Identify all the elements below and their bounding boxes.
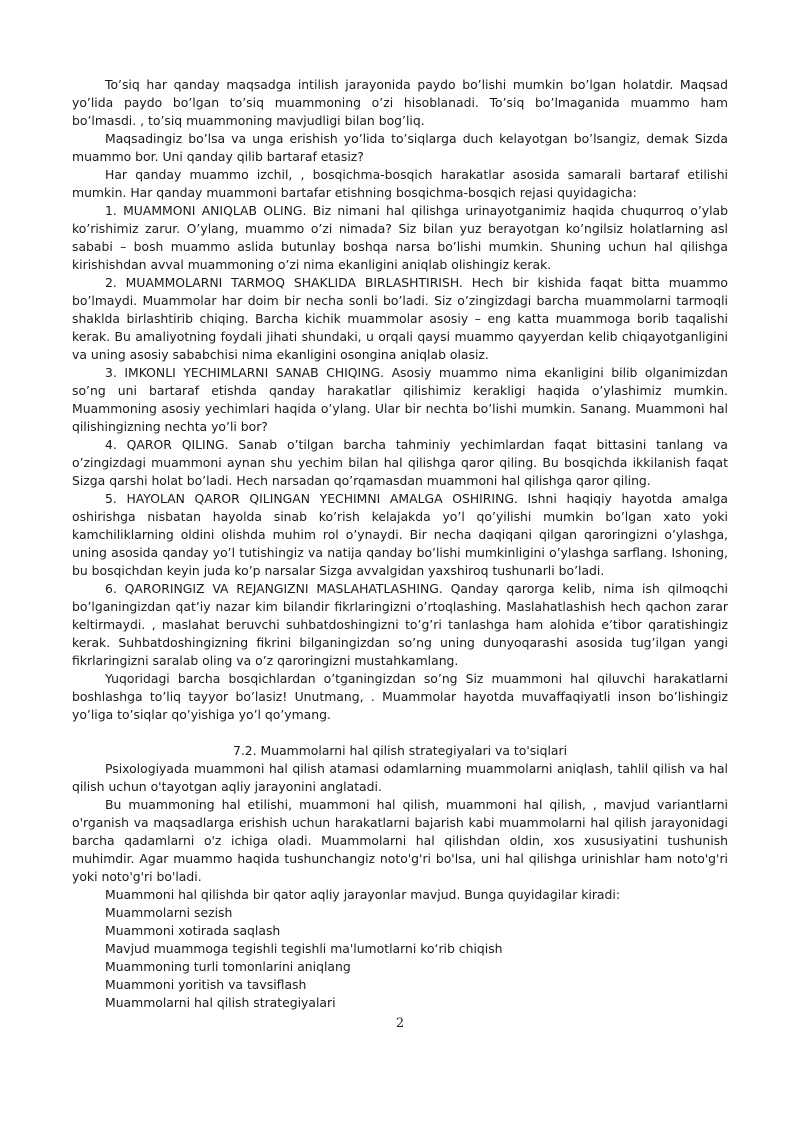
list-item: Muammoni yoritish va tavsiflash: [105, 977, 307, 992]
paragraph-process: Bu muammoning hal etilishi, muammoni hal qilish, muammoni hal qilish, , mavjud variantlarni o'rganish va maqsadlarga erishish uchun harakatlarni bajarish kabi muammolarni hal qilish jarayonidagi barcha qadamlarni o'z ichiga oladi. Muammolarni hal qilishdan oldin, xos xususiyatini tushunish muhimdir. Agar muammo haqida tushunchangiz noto'g'ri bo'lsa, uni hal qilishga urinishlar ham noto'g'ri yoki noto'g'ri bo'ladi.: [72, 797, 728, 884]
paragraph-intro-obstacle: To’siq har qanday maqsadga intilish jarayonida paydo bo’lishi mumkin bo’lgan holatdir. Maqsad yo’lida paydo bo’lgan to’siq muammoning o’zi hisoblanadi. To’siq bo’lmaganida muammo ham bo’lmasdi. , to’siq muammoning mavjudligi bilan bog’liq.: [72, 77, 728, 128]
paragraph-mental-processes: Muammoni hal qilishda bir qator aqliy jarayonlar mavjud. Bunga quyidagilar kiradi:: [105, 887, 621, 902]
body-text: [72, 76, 728, 1012]
list-item: Mavjud muammoga tegishli tegishli ma'lumotlarni ko‘rib chiqish: [105, 941, 503, 956]
list-item: Muammoni xotirada saqlash: [105, 923, 281, 938]
paragraph-step-3: 3. IMKONLI YECHIMLARNI SANAB CHIQING. Asosiy muammo nima ekanligini bilib olganimizdan so’ng uni bartaraf etishda qanday harakatlar qilishimiz kerakligi haqida o’ylashimiz mumkin. Muammoning asosiy yechimlari haqida o’ylang. Ular bir nechta bo’lishi mumkin. Sanang. Muammoni hal qilishingizning nechta yo’li bor?: [72, 365, 728, 434]
section-heading: 7.2. Muammolarni hal qilish strategiyalari va to'siqlari: [232, 743, 568, 758]
paragraph-definition: Psixologiyada muammoni hal qilish atamasi odamlarning muammolarni aniqlash, tahlil qilish va hal qilish uchun o'tayotgan aqliy jarayonini anglatadi.: [72, 761, 728, 794]
paragraph-step-1: 1. MUAMMONI ANIQLAB OLING. Biz nimani hal qilishga urinayotganimiz haqida chuqurroq o’ylab ko’rishimiz zarur. O’ylang, muammo o’zi nimada? Siz bilan yuz berayotgan ko’ngilsiz holatlarning asl sababi – bosh muammo aslida butunlay boshqa narsa bo’lishi mumkin. Shuning uchun hal qilishga kirishishdan avval muammoning o’zi nima ekanligini aniqlab olishingiz kerak.: [72, 203, 728, 272]
page-number: 2: [395, 1016, 405, 1031]
paragraph-step-4: 4. QAROR QILING. Sanab o’tilgan barcha tahminiy yechimlardan faqat bittasini tanlang va o’zingizdagi muammoni aynan shu yechim bilan hal qilishga qaror qiling. Bu bosqichda ikkilanish faqat Sizga qarshi holat bo’ladi. Hech narsadan qo’rqamasdan muammoni hal qilishga qaror qiling.: [72, 437, 728, 488]
paragraph-goal-question: Maqsadingiz bo’lsa va unga erishish yo’lida to’siqlarga duch kelayotgan bo’lsangiz, demak Sizda muammo bor. Uni qanday qilib bartaraf etasiz?: [72, 131, 728, 164]
paragraph-step-plan: Har qanday muammo izchil, , bosqichma-bosqich harakatlar asosida samarali bartaraf etilishi mumkin. Har qanday muammoni bartafar etishning bosqichma-bosqich rejasi quyidagicha:: [72, 167, 728, 200]
paragraph-step-6: 6. QARORINGIZ VA REJANGIZNI MASLAHATLASHING. Qanday qarorga kelib, nima ish qilmoqchi bo’lganingizdan qat’iy nazar kim bilandir fikrlaringizni o’rtoqlashing. Maslahatlashish hech qachon zarar keltirmaydi. , maslahat beruvchi suhbatdoshingizni to’g’ri tanlashga ham alohida e’tibor qaratishingiz kerak. Suhbatdoshingizning fikrini bilganingizdan so’ng uning dunyoqarashi asosida tug’ilgan yangi fikrlaringizni saralab oling va o’z qaroringizni mustahkamlang.: [72, 581, 728, 668]
section-spacer: [72, 724, 728, 742]
list-item: Muammoning turli tomonlarini aniqlang: [105, 959, 351, 974]
paragraph-conclusion: Yuqoridagi barcha bosqichlardan o’tganingizdan so’ng Siz muammoni hal qiluvchi harakatlarni boshlashga to’liq tayyor bo’lasiz! Unutmang, . Muammolar hayotda muvaffaqiyatli inson bo’lishingiz yo’liga to’siqlar qo’yishiga yo’l qo’ymang.: [72, 671, 728, 722]
paragraph-step-2: 2. MUAMMOLARNI TARMOQ SHAKLIDA BIRLASHTIRISH. Hech bir kishida faqat bitta muammo bo’lmaydi. Muammolar har doim bir necha sonli bo’ladi. Siz o’zingizdagi barcha muammolarni tarmoqli shaklda birlashtirib chiqing. Barcha kichik muammolar asosiy – eng katta muammoga borib taqalishi kerak. Bu amaliyotning foydali jihati shundaki, u orqali qaysi muammo qayyerdan kelib chiqayotganligini va uning asosiy sababchisi nima ekanligini osongina aniqlab olasiz.: [72, 275, 728, 362]
list-item: Muammolarni sezish: [105, 905, 233, 920]
mental-process-list: [72, 904, 728, 1012]
paragraph-step-5: 5. HAYOLAN QAROR QILINGAN YECHIMNI AMALGA OSHIRING. Ishni haqiqiy hayotda amalga oshirishga nisbatan hayolda sinab ko’rish kelajakda yo’l qo’yilishi mumkin bo’lgan xato yoki kamchiliklarning oldini olishda muhim rol o’ynaydi. Bir necha daqiqani qilgan qaroringizni o’ylashga, uning asosida qanday yo’l tutishingiz va natija qanday bo’lishi mumkinligini o’ylashga sarflang. Ishoning, bu bosqichdan keyin juda ko’p narsalar Sizga avvalgidan yaxshiroq tushunarli bo’ladi.: [72, 491, 728, 578]
list-item: Muammolarni hal qilish strategiyalari: [105, 995, 336, 1010]
